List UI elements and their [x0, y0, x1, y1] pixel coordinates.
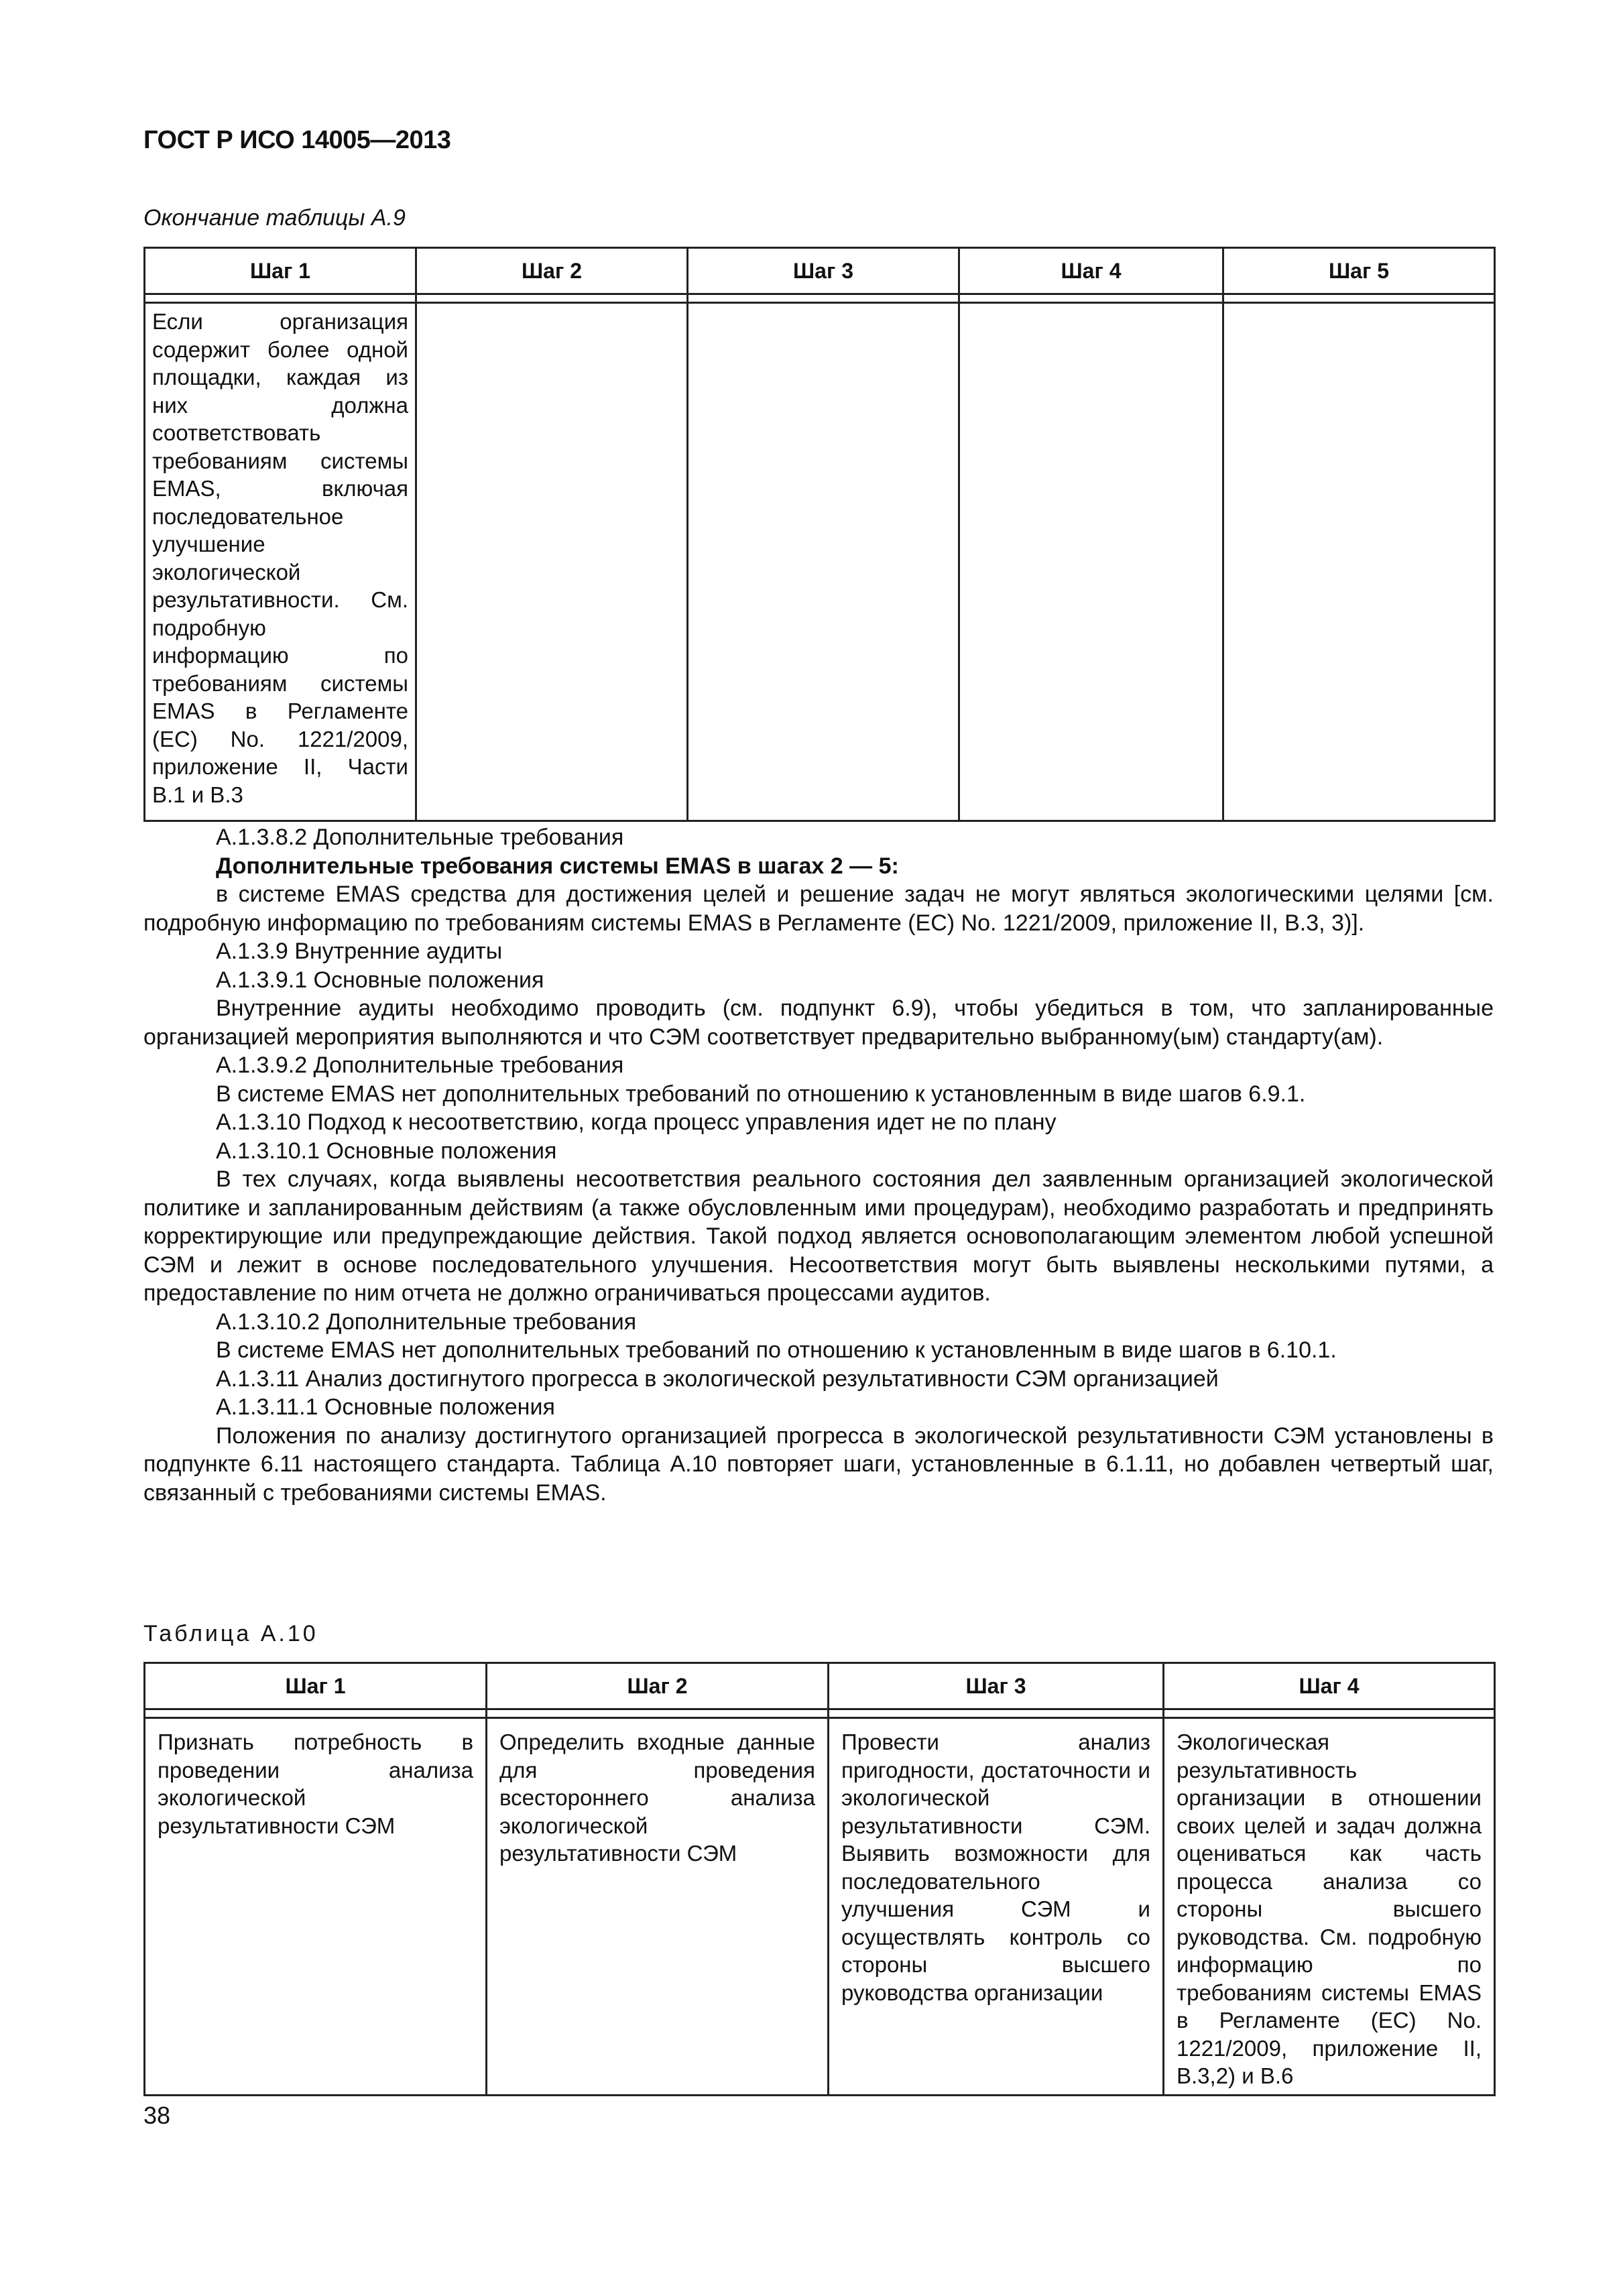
- section-heading: А.1.3.10 Подход к несоответствию, когда процесс управления идет не по плану: [216, 1109, 1057, 1135]
- table-a10-header-cell: Шаг 2: [487, 1663, 829, 1709]
- section-heading: А.1.3.9 Внутренние аудиты: [216, 939, 503, 964]
- table-a9: [143, 247, 1496, 822]
- table-a10-cell-text: Экологическая результативность организации в отношении своих целей и задач должна оцениваться как часть процесса анализа со стороны высшего руководства. См. подробную информацию по требованиям системы EMAS в Регламенте (ЕС) No. 1221/2009, приложение II, В.3,2) и В.6: [1177, 1730, 1482, 2088]
- table-a9-cell: [1223, 303, 1495, 821]
- table-a10-header-cell: Шаг 1: [145, 1663, 487, 1709]
- table-a9-caption: Окончание таблицы А.9: [143, 205, 406, 231]
- table-a9-spacer-row: [145, 294, 1495, 303]
- table-a9-cell: [959, 303, 1223, 821]
- table-a10-caption: Таблица А.10: [143, 1621, 318, 1646]
- paragraph: В системе EMAS нет дополнительных требований по отношению к установленным в виде шагов в 6.10.1.: [216, 1337, 1337, 1363]
- paragraph: Дополнительные требования системы EMAS в шагах 2 — 5:: [216, 853, 899, 879]
- table-a9-row: [145, 303, 1495, 821]
- table-a9-header-cell: Шаг 1: [145, 248, 416, 294]
- table-a10-cell-text: Провести анализ пригодности, достаточности и экологической результативности СЭМ. Выявить возможности для последовательного улучшения СЭМ и осуществлять контроль со стороны высшего руководства организации: [841, 1730, 1150, 2005]
- table-a10-header-row: [145, 1663, 1495, 1709]
- table-a10-row: [145, 1718, 1495, 2096]
- paragraph: А.1.3.8.2 Дополнительные требования: [216, 825, 624, 850]
- paragraph: В тех случаях, когда выявлены несоответствия реального состояния дел заявленным организацией экологической политике и запланированным действиям (а также обусловленным ими процедурам), необходимо разработать и предпринять корректирующие или предупреждающие действия. Такой подход является основополагающим элементом любой успешной СЭМ и лежит в основе последовательного улучшения. Несоответствия могут быть выявлены несколькими путями, а предоставление по ним отчета не должно ограничиваться процессами аудитов.: [143, 1166, 1494, 1306]
- section-heading: А.1.3.9.1 Основные положения: [216, 967, 544, 993]
- table-a10-cell: [487, 1718, 829, 2096]
- page-number: 38: [143, 2102, 171, 2129]
- section-heading: А.1.3.10.2 Дополнительные требования: [216, 1309, 637, 1335]
- table-a10-cell: [145, 1718, 487, 2096]
- table-a10-cell: [1164, 1718, 1495, 2096]
- table-a10-header-cell: Шаг 3: [829, 1663, 1164, 1709]
- document-header: ГОСТ Р ИСО 14005—2013: [143, 126, 451, 154]
- table-a9-header-cell: Шаг 4: [959, 248, 1223, 294]
- table-a10-header-cell: Шаг 4: [1164, 1663, 1495, 1709]
- table-a9-cell: [416, 303, 688, 821]
- table-a9-cell: [145, 303, 416, 821]
- table-a10: [143, 1662, 1496, 2096]
- table-a10-spacer-row: [145, 1709, 1495, 1718]
- paragraph: В системе EMAS нет дополнительных требований по отношению к установленным в виде шагов 6.9.1.: [216, 1081, 1306, 1107]
- paragraph: Положения по анализу достигнутого организацией прогресса в экологической результативности СЭМ установлены в подпункте 6.11 настоящего стандарта. Таблица А.10 повторяет шаги, установленные в 6.1.11, но добавлен четвертый шаг, связанный с требованиями системы EMAS.: [143, 1423, 1494, 1506]
- table-a9-cell-text: Если организация содержит более одной площадки, каждая из них должна соответствовать требованиям системы EMAS, включая последовательное улучшение экологической результативности. См. подробную информацию по требованиям системы EMAS в Регламенте (ЕС) No. 1221/2009, приложение II, Части В.1 и В.3: [152, 309, 408, 807]
- paragraph: в системе EMAS средства для достижения целей и решение задач не могут являться экологическими целями [см. подробную информацию по требованиям системы EMAS в Регламенте (ЕС) No. 1221/2009, приложение II, В.3, 3)].: [143, 882, 1494, 936]
- table-a9-header-cell: Шаг 2: [416, 248, 688, 294]
- table-a9-header-cell: Шаг 5: [1223, 248, 1495, 294]
- table-a9-header-row: [145, 248, 1495, 294]
- section-heading: А.1.3.11.1 Основные положения: [216, 1394, 555, 1420]
- section-heading: А.1.3.10.1 Основные положения: [216, 1138, 557, 1164]
- table-a9-cell: [688, 303, 959, 821]
- table-a10-cell-text: Признать потребность в проведении анализа экологической результативности СЭМ: [158, 1730, 473, 1838]
- table-a9-header-cell: Шаг 3: [688, 248, 959, 294]
- section-heading: А.1.3.11 Анализ достигнутого прогресса в экологической результативности СЭМ организацией: [216, 1366, 1219, 1392]
- paragraph: Внутренние аудиты необходимо проводить (см. подпункт 6.9), чтобы убедиться в том, что запланированные организацией мероприятия выполняются и что СЭМ соответствует предварительно выбранному(ым) стандарту(ам).: [143, 995, 1494, 1050]
- table-a10-cell: [829, 1718, 1164, 2096]
- body-text: [143, 823, 1494, 1507]
- section-heading: А.1.3.9.2 Дополнительные требования: [216, 1052, 624, 1078]
- table-a10-cell-text: Определить входные данные для проведения всестороннего анализа экологической результативности СЭМ: [499, 1730, 815, 1866]
